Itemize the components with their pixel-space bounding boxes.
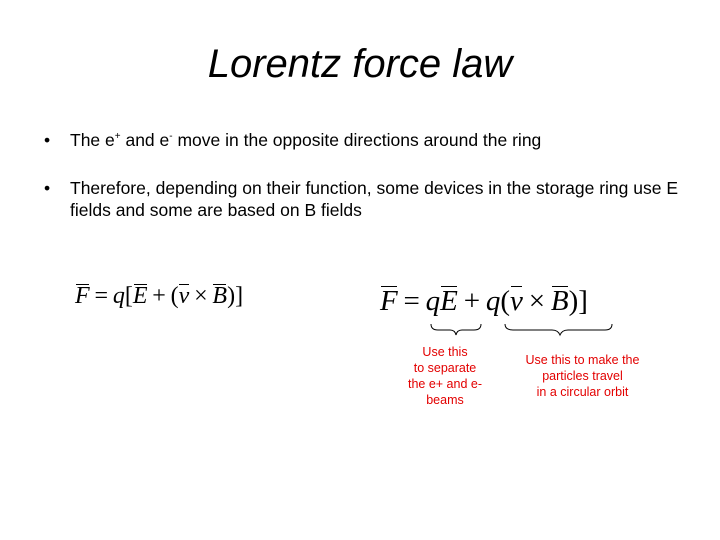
eq-force-vector: F [75, 283, 90, 309]
eq-cross: × [194, 283, 208, 309]
eq-right-paren: ) [568, 285, 579, 317]
underbrace-magnetic-term [505, 324, 612, 335]
eq-right-bracket: ] [235, 283, 244, 309]
eq-right-bracket: ] [578, 285, 588, 317]
eq-left-bracket: [ [124, 283, 133, 309]
annotation-line: the e+ and e- [407, 377, 483, 391]
bullet-text-mid: and e [120, 130, 170, 150]
annotation-line: Use this [422, 345, 468, 359]
eq-equals: = [403, 285, 420, 317]
eq-electric-field-vector: E [440, 285, 458, 317]
underbrace-electric-term [431, 324, 481, 335]
eq-plus: + [463, 285, 481, 317]
eq-charge: q [425, 285, 441, 317]
eq-velocity-vector: v [510, 285, 523, 317]
eq-right-paren: ) [227, 283, 236, 309]
electron-sup: - [169, 131, 173, 143]
eq-cross: × [528, 285, 546, 317]
bullet-marker: • [44, 177, 51, 198]
eq-electric-field-vector: E [132, 283, 148, 309]
annotation-line: to separate [413, 361, 477, 375]
eq-magnetic-field-vector: B [550, 285, 569, 317]
positron-sup: + [114, 131, 121, 143]
annotation-line: Use this to make the [525, 353, 640, 367]
bullet-marker: • [44, 130, 51, 150]
eq-magnetic-field-vector: B [212, 283, 228, 309]
annotation-separate-beams [395, 344, 495, 408]
slide-title: Lorentz force law [207, 42, 513, 86]
eq-plus: + [152, 283, 166, 309]
eq-velocity-vector: v [178, 283, 190, 309]
eq-charge: q [485, 285, 501, 317]
annotation-line: in a circular orbit [536, 385, 629, 399]
eq-force-vector: F [380, 285, 398, 317]
annotation-line: particles travel [542, 369, 623, 383]
bullet-text: Therefore, depending on their function, some devices in the storage ring use E fields and some are based on B fields [70, 177, 679, 220]
eq-left-paren: ( [500, 285, 511, 317]
eq-left-paren: ( [170, 283, 179, 309]
eq-charge: q [112, 283, 125, 309]
eq-equals: = [94, 283, 109, 309]
bullet-text-post: move in the opposite directions around the ring [172, 130, 542, 150]
annotation-circular-orbit [505, 352, 660, 400]
bullet-text-pre: The e [70, 130, 115, 150]
annotation-line: beams [426, 393, 464, 407]
